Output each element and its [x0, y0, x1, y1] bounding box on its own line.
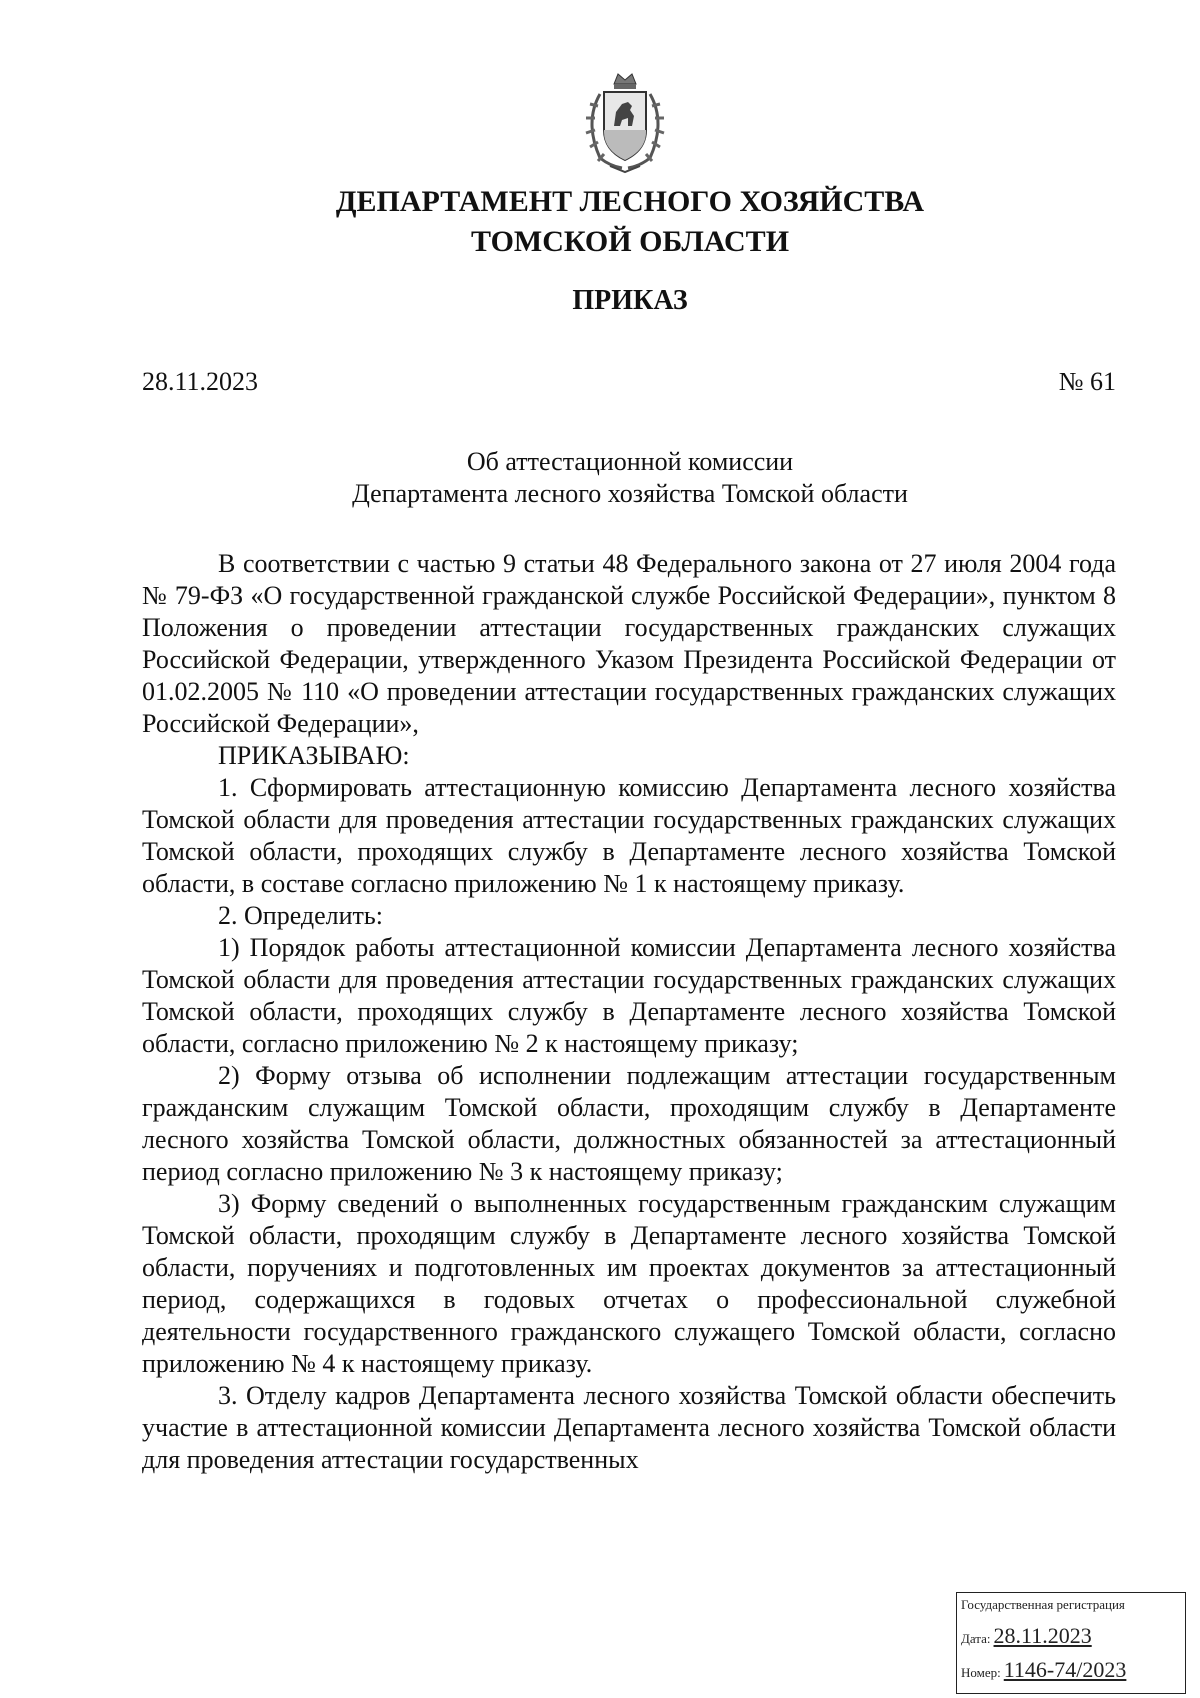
stamp-number-label: Номер:: [961, 1665, 1001, 1680]
item-3-paragraph: 3. Отделу кадров Департамента лесного хозяйства Томской области обеспечить участие в аттестационной комиссии Департамента лесного хозяйства Томской области для проведения аттестации государственных: [142, 1381, 1116, 1474]
order-body: [142, 548, 1116, 1476]
order-number: № 61: [1058, 367, 1116, 396]
stamp-date-label: Дата:: [961, 1631, 991, 1646]
order-subject: [0, 446, 1200, 510]
coat-of-arms-icon: [570, 66, 680, 176]
registration-stamp: [956, 1592, 1186, 1694]
item-2-paragraph: 2. Определить:: [218, 901, 383, 930]
subject-line2: Департамента лесного хозяйства Томской области: [352, 479, 908, 508]
item-2-3-paragraph: 3) Форму сведений о выполненных государственным гражданским служащим Томской области, проходящим службу в Департаменте лесного хозяйства Томской области, поручениях и подготовленных им проектах документов за аттестационный период, содержащихся в годовых отчетах о профессиональной служебной деятельности государственного гражданского служащего Томской области, согласно приложению № 4 к настоящему приказу.: [142, 1189, 1116, 1378]
department-title-line1: ДЕПАРТАМЕНТ ЛЕСНОГО ХОЗЯЙСТВА: [335, 185, 925, 218]
subject-line1: Об аттестационной комиссии: [466, 447, 794, 476]
order-word: ПРИКАЗЫВАЮ:: [218, 741, 410, 770]
document-type-title: ПРИКАЗ: [572, 285, 688, 316]
stamp-number-value: 1146-74/2023: [1003, 1657, 1127, 1682]
department-title-line2: ТОМСКОЙ ОБЛАСТИ: [470, 225, 790, 258]
order-date: 28.11.2023: [142, 367, 259, 396]
stamp-title: Государственная регистрация: [961, 1597, 1125, 1612]
stamp-number-row: [961, 1657, 1126, 1683]
stamp-date-value: 28.11.2023: [993, 1623, 1092, 1648]
item-1-paragraph: 1. Сформировать аттестационную комиссию Департамента лесного хозяйства Томской области для проведения аттестации государственных гражданских служащих Томской области, проходящих службу в Департаменте лесного хозяйства Томской области, в составе согласно приложению № 1 к настоящему приказу.: [142, 773, 1116, 898]
item-2-2-paragraph: 2) Форму отзыва об исполнении подлежащим аттестации государственным гражданским служащим Томской области, проходящим службу в Департаменте лесного хозяйства Томской области, должностных обязанностей за аттестационный период согласно приложению № 3 к настоящему приказу;: [142, 1061, 1116, 1186]
stamp-date-row: [961, 1623, 1092, 1649]
preamble-paragraph: В соответствии с частью 9 статьи 48 Федерального закона от 27 июля 2004 года № 79-ФЗ «О государственной гражданской службе Российской Федерации», пунктом 8 Положения о проведении аттестации государственных гражданских служащих Российской Федерации, утвержденного Указом Президента Российской Федерации от 01.02.2005 № 110 «О проведении аттестации государственных гражданских служащих Российской Федерации»,: [142, 549, 1116, 738]
item-2-1-paragraph: 1) Порядок работы аттестационной комиссии Департамента лесного хозяйства Томской области для проведения аттестации государственных гражданских служащих Томской области, проходящих службу в Департаменте лесного хозяйства Томской области, согласно приложению № 2 к настоящему приказу;: [142, 933, 1116, 1058]
